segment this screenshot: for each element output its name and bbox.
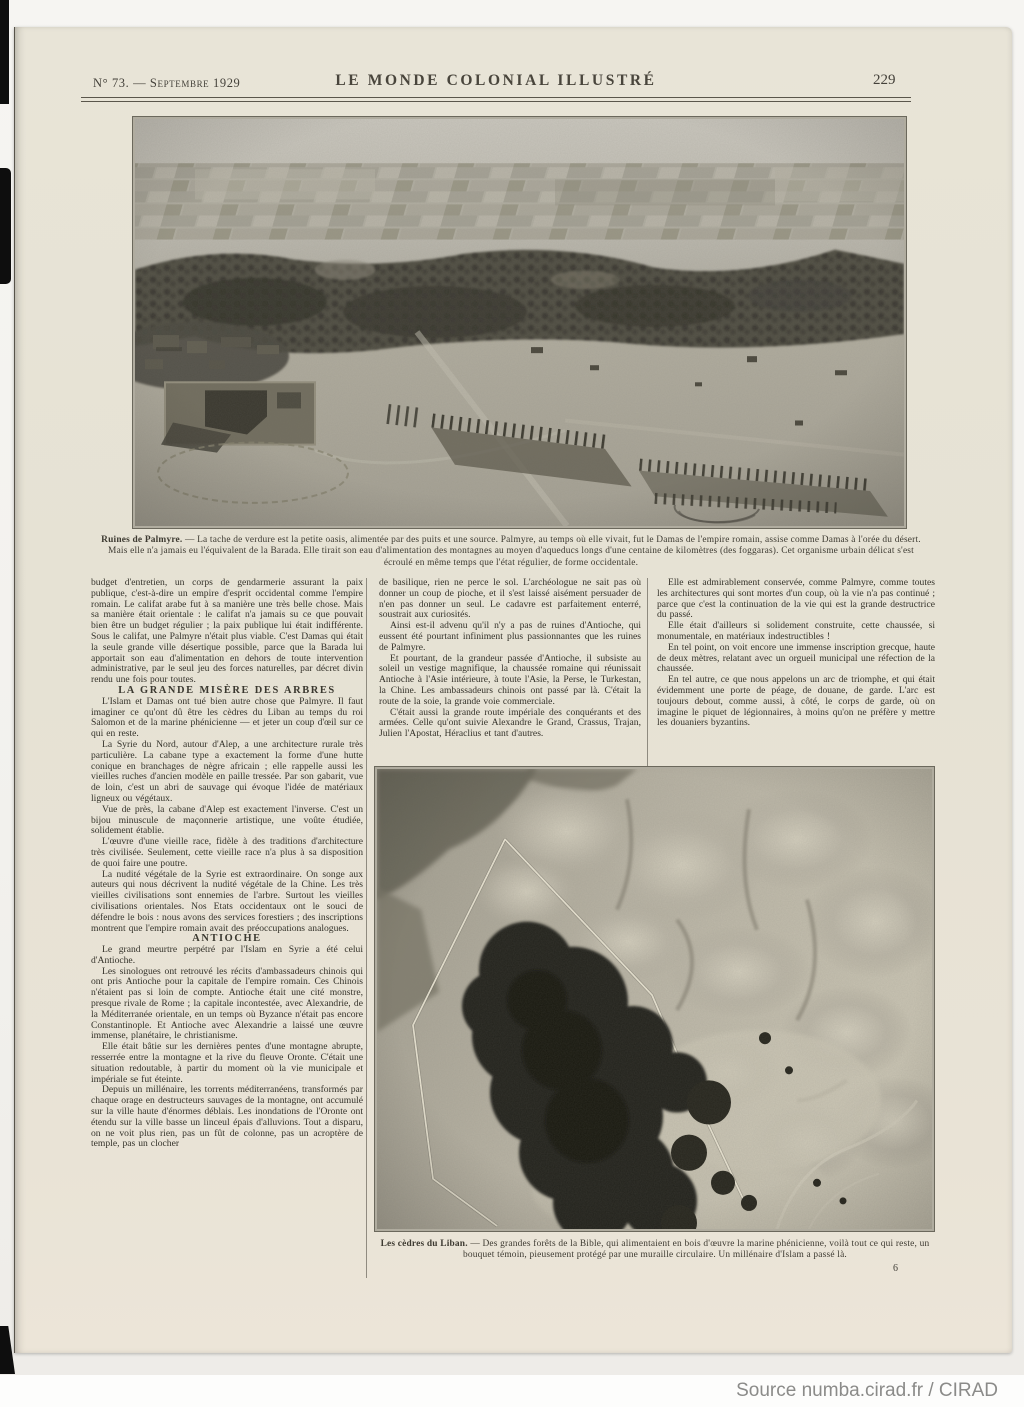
scan-edge-artifact-bottom	[0, 1326, 15, 1374]
article-column-2	[379, 578, 641, 740]
scan-edge-artifact-top	[0, 0, 9, 104]
paragraph: Et pourtant, de la grandeur passée d'Antioche, il subsiste au soleil un vestige magnifique, la chaussée romaine qui réunissait Antioche à l'Asie intérieure, à toute l'Asie, la Perse, le Turkestan, la Chine. Les ambassadeurs chinois ont passé par là. C'était la route de la soie, la grande voie commerciale.	[379, 652, 641, 707]
magazine-page	[14, 27, 1012, 1353]
paragraph: La nudité végétale de la Syrie est extraordinaire. On songe aux auteurs qui nous décrivent la nudité végétale de la Chine. Les très vieilles civilisations sont ennemies de l'arbre. Surtout les vieilles civilisations orientales. Nos Etats occidentaux ont le souci de défendre le bois : nous avons des services forestiers ; des inscriptions montrent que l'empire romain avait des préoccupations analogues.	[91, 868, 363, 934]
page-number: 229	[873, 72, 896, 88]
masthead-double-rule	[81, 97, 911, 102]
paragraph: La Syrie du Nord, autour d'Alep, a une architecture rurale très particulière. La cabane type a exactement la forme d'une hutte conique en branchages de nègre africain ; elle rappelle aussi les vieilles ruches d'ancien modèle en paille tressée. Par son gabarit, vue de loin, c'est un abri de sauvage qui évoque l'idée de matériaux ligneux ou végétaux.	[91, 738, 363, 804]
photo-caption-palmyra	[93, 535, 929, 569]
issue-date-label: N° 73. — Septembre 1929	[93, 76, 241, 90]
paragraph: Les sinologues ont retrouvé les récits d'ambassadeurs chinois qui ont pris Antioche pour la capitale de l'empire romain. Ces Chinois n'étaient pas si loin de compte. Antioche était une cité monstre, presque rivale de Rome ; la capitale incontestée, avec Alexandrie, de la Méditerranée orientale, en un temps où Byzance n'était pas encore Constantinople. Et Antioche avec Alexandrie a laissé une œuvre immense, planétaire, le christianisme.	[91, 965, 363, 1042]
paragraph: Elle est admirablement conservée, comme Palmyre, comme toutes les architectures qui sont mortes d'un coup, où la vie n'a pas continué ; parce que c'est la continuation de la vie qui est la grande destructrice du passé.	[657, 577, 935, 621]
column-divider-2	[647, 578, 648, 776]
paragraph: En tel point, on voit encore une immense inscription grecque, haute de deux mètres, relatant avec un orgueil municipal une réfection de la chaussée.	[657, 641, 935, 675]
paragraph: Depuis un millénaire, les torrents méditerranéens, transformés par chaque orage en destructeurs sauvages de la montagne, ont accumulé sur la ville haute d'énormes déblais. Les inondations de l'Oronte ont étendu sur la ville basse un linceul épais d'alluvions. Tout a disparu, on ne voit plus rien, pas un fût de colonne, pas un acroptère de temple, pas un clocher	[91, 1084, 363, 1150]
magazine-title: LE MONDE COLONIAL ILLUSTRÉ	[335, 72, 657, 89]
scan-edge-artifact-middle	[0, 168, 11, 284]
cedars-aerial-photo-illustration	[377, 769, 932, 1229]
paragraph: de basilique, rien ne perce le sol. L'archéologue ne sait pas où donner un coup de pioche, et il s'est laissé aisément persuader de n'en pas donner un seul. Le cadavre est parfaitement enterré, soustrait aux curiosités.	[379, 577, 641, 621]
source-credit-bar	[0, 1375, 1024, 1407]
photo-caption-cedars	[375, 1239, 935, 1262]
caption-lead: Ruines de Palmyre.	[101, 535, 183, 545]
paragraph: budget d'entretien, un corps de gendarmerie assurant la paix publique, c'est-à-dire un empire d'esprit occidental comme l'empire romain. Le califat arabe fut à sa manière une très belle chose. Mais sa manière était orientale : le califat n'a jamais su ce que pouvait bien être un budget régulier ; la paix publique lui était indifférente. Sous le califat, une Palmyre n'était plus viable. C'est Damas qui était la seule grande ville désertique possible, parce que la Barada lui apportait son eau d'alimentation en dehors de toute intervention administrative, par le seul jeu des forces naturelles, par décret divin rendu une fois pour toutes.	[91, 578, 363, 686]
paragraph: Le grand meurtre perpétré par l'Islam en Syrie a été celui d'Antioche.	[91, 944, 363, 966]
paragraph: En tel autre, ce que nous appelons un arc de triomphe, et qui était évidemment une porte de péage, de douane, de garde. L'arc est toujours debout, comme aussi, à côté, le corps de garde, où on imagine le piquet de légionnaires, à moins qu'on ne préfère y mettre les douaniers byzantins.	[657, 674, 935, 729]
paragraph: C'était aussi la grande route impériale des conquérants et des armées. Celle qu'ont suivie Alexandre le Grand, Crassus, Trajan, Julien l'Apostat, Héraclius et tant d'autres.	[379, 706, 641, 740]
paragraph: Elle était bâtie sur les dernières pentes d'une montagne abrupte, resserrée entre la montagne et la rive du fleuve Oronte. C'était une situation redoutable, à partir du moment où la vie municipale et impériale se fut éteinte.	[91, 1041, 363, 1085]
paragraph: L'Islam et Damas ont tué bien autre chose que Palmyre. Il faut imaginer ce qu'ont dû être les cèdres du Liban au temps du roi Salomon et de la marine phénicienne — et jeter un coup d'œil sur ce qui en reste.	[91, 695, 363, 740]
sheet-folio-number: 6	[893, 1263, 898, 1274]
column-divider-1	[366, 578, 367, 1278]
paragraph: Vue de près, la cabane d'Alep est exactement l'inverse. C'est un bijou minuscule de maçonnerie artistique, une voûte étudiée, solidement établie.	[91, 803, 363, 837]
photo-palmyra-ruins	[132, 116, 907, 529]
section-heading-grande-misere: LA GRANDE MISÈRE DES ARBRES	[118, 684, 336, 696]
source-credit-text: Source numba.cirad.fr / CIRAD	[736, 1380, 998, 1401]
article-column-1	[91, 578, 363, 1283]
paragraph: L'œuvre d'une vieille race, fidèle à des traditions d'architecture très civilisée. Seulement, cette vieille race n'a plus à sa disposition de quoi faire une poutre.	[91, 836, 363, 869]
palmyra-aerial-photo-illustration	[135, 119, 904, 526]
article-column-3	[657, 578, 935, 729]
paragraph: Ainsi est-il advenu qu'il n'y a pas de ruines d'Antioche, qui eussent été pourtant infiniment plus passionnantes que les ruines de Palmyre.	[379, 620, 641, 653]
section-heading-antioche: ANTIOCHE	[192, 933, 262, 945]
caption-text: — Des grandes forêts de la Bible, qui alimentaient en bois d'œuvre la marine phénicienne, voilà tout ce qui reste, un bouquet témoin, pieusement protégé par une muraille circulaire. Un millénaire d'Islam a passé là.	[463, 1239, 930, 1261]
caption-text: — La tache de verdure est la petite oasis, alimentée par des puits et une source. Palmyre, au temps où elle vivait, fut le Damas de l'empire romain, assise comme Damas à l'orée du désert. Mais elle n'a jamais eu l'équivalent de la Barada. Elle tirait son eau d'alimentation des montagnes au moyen d'aqueducs longs d'une centaine de kilomètres (des foggaras). Cet organisme urbain délicat s'est écroulé en même temps que l'état régulier, de forme occidentale.	[108, 535, 921, 568]
caption-lead: Les cèdres du Liban.	[380, 1239, 468, 1249]
photo-cedars-lebanon	[374, 766, 935, 1232]
paragraph: Elle était d'ailleurs si solidement construite, cette chaussée, si monumentale, en matériaux indestructibles !	[657, 620, 935, 642]
